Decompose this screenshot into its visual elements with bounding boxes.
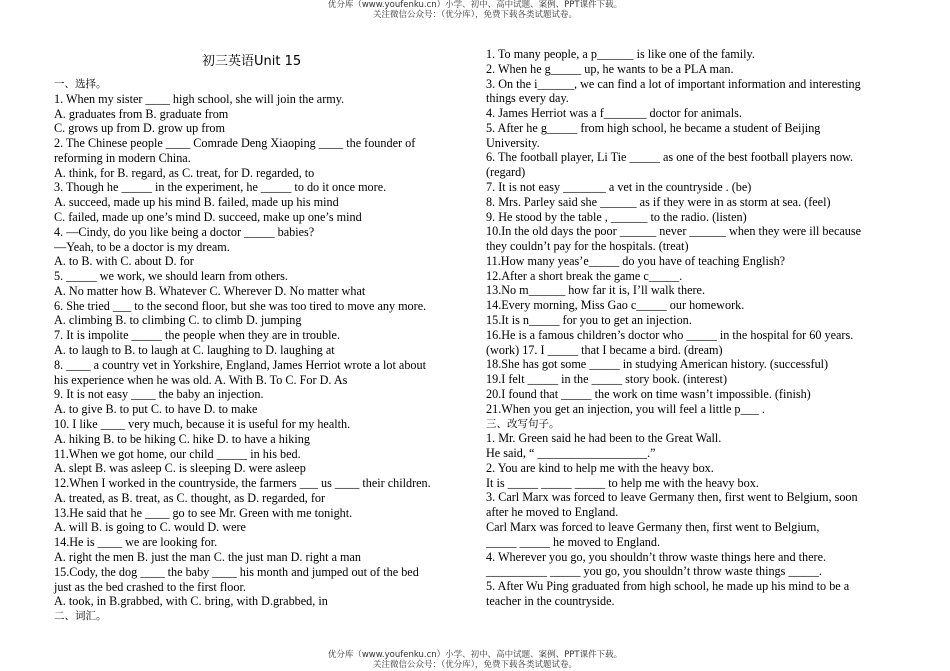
question-line: 11.When we got home, our child _____ in his bed. <box>54 446 301 461</box>
question-line: 11.How many yeas’e_____ do you have of teaching English? <box>486 253 786 268</box>
question-line: 5. After Wu Ping graduated from high school, he made up his mind to be a <box>486 579 850 594</box>
question-line: they couldn’t pay for the hospitals. (treat) <box>486 239 689 254</box>
question-line: A. took, in B.grabbed, with C. bring, with D.grabbed, in <box>54 594 328 609</box>
question-line: University. <box>486 135 540 150</box>
question-line: 12.When I worked in the countryside, the farmers ___ us ____ their children. <box>54 476 431 491</box>
question-line: A. think, for B. regard, as C. treat, for D. regarded, to <box>54 165 315 180</box>
question-line: 1. To many people, a p______ is like one of the family. <box>486 47 755 61</box>
question-line: __________ _____ you go, you shouldn’t throw waste things _____. <box>486 564 822 579</box>
question-line: A. to laugh to B. to laugh at C. laughing to D. laughing at <box>54 343 335 358</box>
question-line: 21.When you get an injection, you will feel a little p___ . <box>486 401 765 416</box>
question-line: 2. You are kind to help me with the heavy box. <box>486 460 714 475</box>
question-line: A. treated, as B. treat, as C. thought, as D. regarded, for <box>54 490 326 505</box>
question-line: 6. She tried ___ to the second floor, but she was too tired to move any more. <box>54 298 427 313</box>
question-line: A. to B. with C. about D. for <box>54 254 194 269</box>
question-line: teacher in the countryside. <box>486 593 615 608</box>
question-line: 9. It is not easy ____ the baby an injection. <box>54 387 264 402</box>
question-line: 10. I like ____ very much, because it is useful for my health. <box>54 416 351 431</box>
question-line: 2. The Chinese people ____ Comrade Deng Xiaoping ____ the founder of <box>54 136 416 151</box>
question-line: after he moved to England. <box>486 505 619 520</box>
question-line: things every day. <box>486 91 569 106</box>
question-line: 13.He said that he ____ go to see Mr. Green with me tonight. <box>54 505 353 520</box>
question-line: 3. Though he _____ in the experiment, he _____ to do it once more. <box>54 180 387 195</box>
section-heading: 三、改写句子。 <box>486 417 560 430</box>
question-line: (work) 17. I _____ that I became a bird. (dream) <box>486 342 723 357</box>
question-line: 3. Carl Marx was forced to leave Germany then, first went to Belgium, soon <box>486 490 858 505</box>
question-line: 4. James Herriot was a f_______ doctor for animals. <box>486 106 742 121</box>
question-line: It is _____ _____ _____ to help me with the heavy box. <box>486 475 759 490</box>
question-line: 8. Mrs. Parley said she ______ as if they were in as storm at sea. (feel) <box>486 194 831 209</box>
question-line: 15.It is n_____ for you to get an injection. <box>486 313 692 328</box>
question-line: A. succeed, made up his mind B. failed, made up his mind <box>54 195 339 210</box>
question-line: 5. _____ we work, we should learn from others. <box>54 269 288 284</box>
question-line: just as the bed crashed to the first floor. <box>54 579 246 594</box>
question-line: 20.I found that _____ the work on time wasn’t impossible. (finish) <box>486 386 811 401</box>
question-line: —Yeah, to be a doctor is my dream. <box>54 239 230 254</box>
question-line: 3. On the i______, we can find a lot of important information and interesting <box>486 76 861 91</box>
question-line: 6. The football player, Li Tie _____ as one of the best football players now. <box>486 150 854 165</box>
page-title: 初三英语Unit 15 <box>202 54 302 69</box>
question-line: 4. —Cindy, do you like being a doctor _____ babies? <box>54 224 315 239</box>
question-line: 7. It is not easy _______ a vet in the countryside . (be) <box>486 180 752 195</box>
question-line: 5. After he g_____ from high school, he became a student of Beijing <box>486 120 821 135</box>
question-line: 8. ____ a country vet in Yorkshire, England, James Herriot wrote a lot about <box>54 357 426 372</box>
question-line: _____ _____ he moved to England. <box>486 534 660 549</box>
question-line: 13.No m______ how far it is, I’ll walk there. <box>486 283 705 298</box>
question-line: A. to give B. to put C. to have D. to make <box>54 402 258 417</box>
question-line: 10.In the old days the poor ______ never ______ when they were ill because <box>486 224 862 239</box>
page-header <box>0 0 950 20</box>
question-line: C. grows up from D. grow up from <box>54 121 225 136</box>
question-line: 19.I felt _____ in the _____ story book. (interest) <box>486 372 728 387</box>
question-line: A. hiking B. to be hiking C. hike D. to have a hiking <box>54 431 310 446</box>
question-line: 18.She has got some _____ in studying American history. (successful) <box>486 357 829 372</box>
section-heading: 二、词汇。 <box>54 610 107 623</box>
question-line: 16.He is a famous children’s doctor who _____ in the hospital for 60 years. <box>486 327 854 342</box>
question-line: reforming in modern China. <box>54 150 191 165</box>
question-line: his experience when he was old. A. With B. To C. For D. As <box>54 372 348 387</box>
question-line: 15.Cody, the dog ____ the baby ____ his month and jumped out of the bed <box>54 564 419 579</box>
question-line: Carl Marx was forced to leave Germany then, first went to Belgium, <box>486 519 820 534</box>
question-line: 7. It is impolite _____ the people when they are in trouble. <box>54 328 341 343</box>
question-line: A. will B. is going to C. would D. were <box>54 520 246 535</box>
question-line: (regard) <box>486 165 526 180</box>
page-footer <box>0 650 950 670</box>
question-line: 1. Mr. Green said he had been to the Great Wall. <box>486 431 722 446</box>
header-line-2: 关注微信公众号：（优分库），免费下载各类试题试卷。 <box>372 10 577 20</box>
question-line: 9. He stood by the table , ______ to the radio. (listen) <box>486 209 747 224</box>
footer-line-2: 关注微信公众号：（优分库），免费下载各类试题试卷。 <box>372 660 577 670</box>
question-line: 4. Wherever you go, you shouldn’t throw waste things here and there. <box>486 549 827 564</box>
question-line: 2. When he g_____ up, he wants to be a PLA man. <box>486 61 734 76</box>
question-line: He said, “ __________________.” <box>486 446 656 461</box>
question-line: 12.After a short break the game c_____. <box>486 268 683 283</box>
question-line: A. climbing B. to climbing C. to climb D. jumping <box>54 313 302 328</box>
header-line-1: 优分库（www.youfenku.cn）小学、初中、高中试题、案例、PPT课件下载。 <box>327 0 623 10</box>
question-line: 14.Every morning, Miss Gao c_____ our homework. <box>486 298 745 313</box>
question-line: 1. When my sister ____ high school, she will join the army. <box>54 91 345 106</box>
question-line: A. No matter how B. Whatever C. Wherever D. No matter what <box>54 283 366 298</box>
question-line: A. slept B. was asleep C. is sleeping D. were asleep <box>54 461 306 476</box>
question-line: 14.He is ____ we are looking for. <box>54 535 218 550</box>
footer-line-1: 优分库（www.youfenku.cn）小学、初中、高中试题、案例、PPT课件下载。 <box>327 650 623 660</box>
question-line: A. right the men B. just the man C. the just man D. right a man <box>54 549 362 564</box>
section-heading: 一、选择。 <box>54 78 107 90</box>
question-line: A. graduates from B. graduate from <box>54 106 229 121</box>
question-line: C. failed, made up one’s mind D. succeed, make up one’s mind <box>54 210 362 225</box>
